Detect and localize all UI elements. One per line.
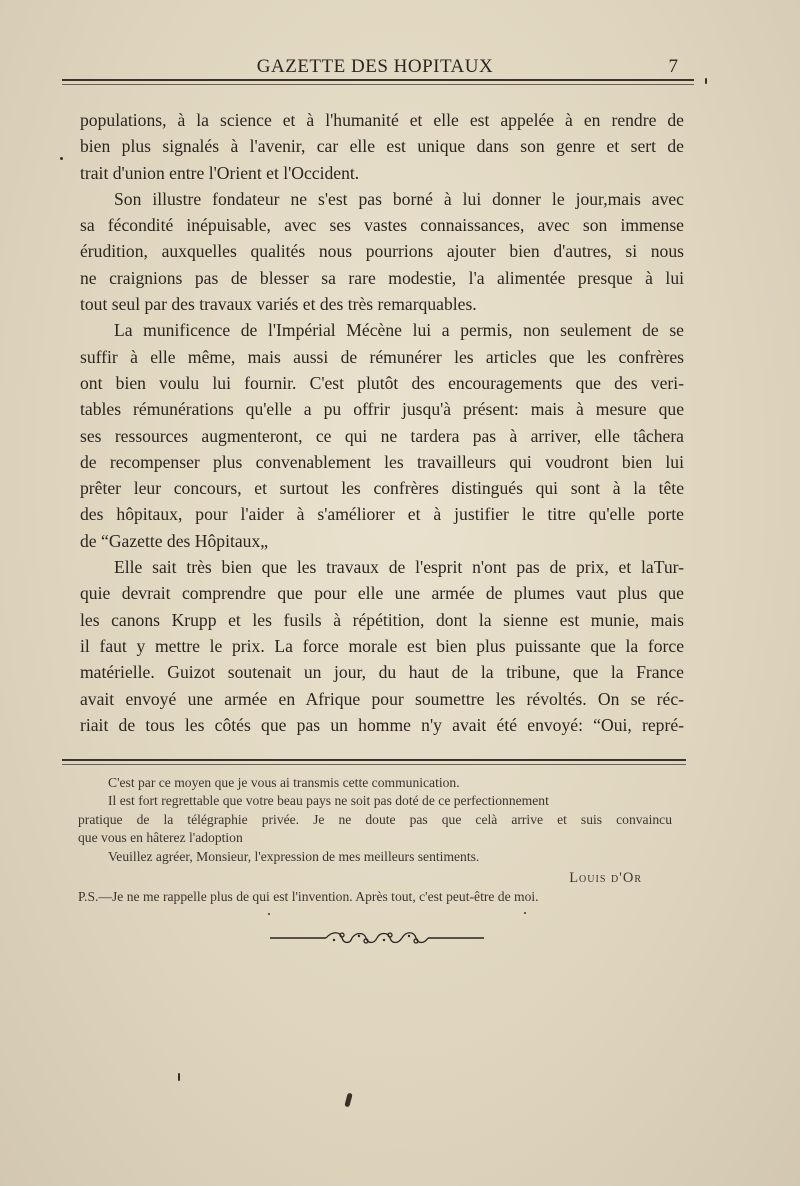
header-rule <box>62 79 694 81</box>
letter-line: Il est fort regrettable que votre beau pays ne soit pas doté de ce perfectionnement <box>108 793 549 809</box>
ink-speck <box>705 78 707 84</box>
text-line: matérielle. Guizot soutenait un jour, du haut de la tribune, que la France <box>80 662 684 683</box>
section-rule-thin <box>62 764 686 765</box>
text-line: suffir à elle même, mais aussi de rémunérer les articles que les confrères <box>80 346 684 367</box>
text-line: de recompenser plus convenablement les travailleurs qui voudront bien lui <box>80 451 684 472</box>
text-line: populations, à la science et à l'humanité et elle est appelée à en rendre de <box>80 110 684 130</box>
paragraph-start-line: Son illustre fondateur ne s'est pas borné à lui donner le jour,mais avec <box>114 188 684 209</box>
text-line: des hôpitaux, pour l'aider à s'améliorer et à justifier le titre qu'elle porte <box>80 504 684 525</box>
text-line: de “Gazette des Hôpitaux„ <box>80 530 269 551</box>
running-title: GAZETTE DES HOPITAUX <box>256 56 494 77</box>
section-rule <box>62 759 686 761</box>
letter-line: que vous en hâterez l'adoption <box>78 830 243 846</box>
text-line: sa fécondité inépuisable, avec ses vastes connaissances, avec son immense <box>80 215 684 236</box>
floral-divider-ornament-icon <box>270 928 484 948</box>
letter-line: C'est par ce moyen que je vous ai transmis cette communication. <box>108 775 460 790</box>
text-line: prêter leur concours, et surtout les confrères distingués qui sont à la tête <box>80 478 684 499</box>
text-line: quie devrait comprendre que pour elle une armée de plumes vaut plus que <box>80 583 684 604</box>
main-article-text <box>80 107 684 738</box>
paragraph-start-line: Elle sait très bien que les travaux de l'esprit n'ont pas de prix, et laTur- <box>114 557 684 578</box>
text-line: tout seul par des travaux variés et des très remarquables. <box>80 294 477 315</box>
text-line: tables rémunérations qu'elle a pu offrir jusqu'à présent: mais à mesure que <box>80 399 684 420</box>
letter-signature: Louis d'Or <box>569 869 642 886</box>
text-line: riait de tous les côtés que pas un homme n'y avait été envoyé: “Oui, repré- <box>80 714 684 735</box>
page-number: 7 <box>668 56 678 77</box>
ink-speck <box>178 1073 180 1081</box>
quoted-letter <box>78 774 672 906</box>
text-line: avait envoyé une armée en Afrique pour soumettre les révoltés. On se réc- <box>80 688 684 709</box>
text-line: ont bien voulu lui fournir. C'est plutôt des encouragements que des veri- <box>80 372 684 393</box>
paragraph-start-line: La munificence de l'Impérial Mécène lui a permis, non seulement de se <box>114 320 684 341</box>
ink-speck <box>268 913 270 915</box>
ink-speck <box>344 1093 352 1108</box>
header-rule-thin <box>62 84 694 85</box>
text-line: il faut y mettre le prix. La force morale est bien plus puissante que la force <box>80 635 684 656</box>
letter-line: pratique de la télégraphie privée. Je ne doute pas que celà arrive et suis convaincu <box>78 811 672 827</box>
letter-line: Veuillez agréer, Monsieur, l'expression de mes meilleurs sentiments. <box>108 848 480 864</box>
postscript: P.S.—Je ne me rappelle plus de qui est l'invention. Après tout, c'est peut-être de moi. <box>78 888 539 904</box>
ink-speck <box>60 157 63 160</box>
ink-speck <box>524 912 526 914</box>
text-line: les canons Krupp et les fusils à répétition, dont la sienne est munie, mais <box>80 609 684 630</box>
text-line: ne craignions pas de blesser sa rare modestie, l'a alimentée presque à lui <box>80 267 684 288</box>
page-header <box>60 54 690 78</box>
text-line: érudition, auxquelles qualités nous pourrions ajouter bien d'autres, si nous <box>80 241 684 262</box>
text-line: trait d'union entre l'Orient et l'Occident. <box>80 162 360 183</box>
text-line: ses ressources augmenteront, ce qui ne tardera pas à arriver, elle tâchera <box>80 425 684 446</box>
text-line: bien plus signalés à l'avenir, car elle est unique dans son genre et sert de <box>80 136 684 157</box>
